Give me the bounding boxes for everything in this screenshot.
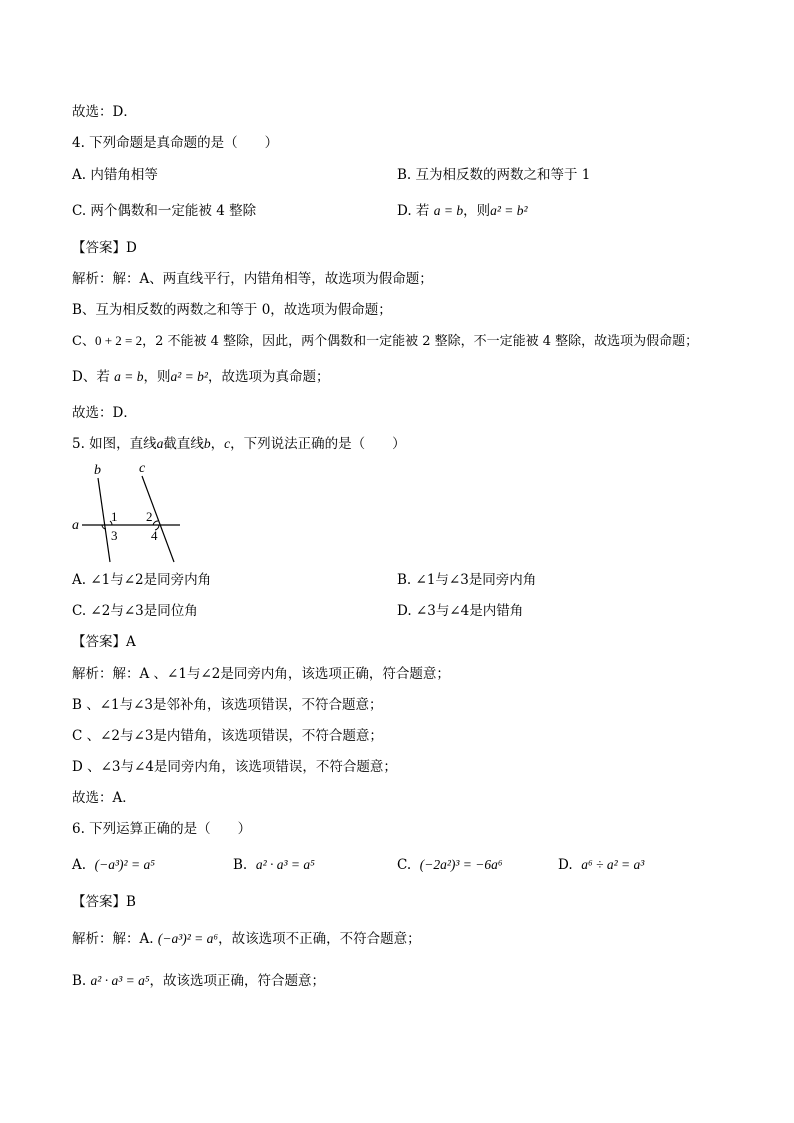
q4-conclusion: 故选：D．: [72, 405, 137, 421]
q5-explanation-b: B 、∠1与∠3是邻补角，该选项错误，不符合题意；: [72, 697, 383, 713]
q4-option-c: C. 两个偶数和一定能被 4 整除: [72, 203, 257, 219]
q6-option-a: A. (−a³)² = a⁵: [72, 857, 155, 873]
line-b: [98, 478, 110, 562]
q5-figure: [66, 460, 186, 566]
q5-conclusion: 故选：A．: [72, 790, 136, 806]
label-a: a: [72, 518, 79, 533]
q4-option-b: B. 互为相反数的两数之和等于 1: [397, 167, 591, 183]
q5-explanation-c: C 、∠2与∠3是内错角，该选项错误，不符合题意；: [72, 728, 383, 744]
q4-explanation-b: B、互为相反数的两数之和等于 0，故选项为假命题；: [72, 302, 392, 318]
q6-stem: 6. 下列运算正确的是（ ）: [72, 821, 252, 837]
angle-label-1: 1: [111, 509, 118, 524]
q4-option-a: A. 内错角相等: [72, 167, 158, 183]
q5-option-a: A. ∠1与∠2是同旁内角: [72, 572, 212, 588]
q4-stem: 4. 下列命题是真命题的是（ ）: [72, 135, 279, 151]
q6-explanation-a: 解析：解：A. (−a³)² = a⁶，故该选项不正确，不符合题意；: [72, 931, 421, 947]
q5-stem: 5. 如图，直线a截直线b，c，下列说法正确的是（ ）: [72, 436, 406, 452]
angle-label-2: 2: [146, 509, 153, 524]
label-c: c: [139, 461, 146, 476]
angle-arc-2: [153, 521, 158, 525]
q6-explanation-b: B. a² · a³ = a⁵，故该选项正确，符合题意；: [72, 973, 326, 989]
q6-answer: 【答案】B: [72, 894, 136, 910]
q4-explanation-d: D、若 a = b，则a² = b²，故选项为真命题；: [72, 369, 330, 385]
q4-explanation-c: C、0 + 2 = 2，2 不能被 4 整除，因此，两个偶数和一定能被 2 整除，不一定能被 4 整除，故选项为假命题；: [72, 333, 699, 349]
q4-answer: 【答案】D: [72, 240, 137, 256]
q5-option-d: D. ∠3与∠4是内错角: [397, 603, 524, 619]
q6-option-b: B. a² · a³ = a⁵: [233, 857, 315, 873]
q6-option-d: D. a⁶ ÷ a² = a³: [558, 857, 645, 873]
q4-option-d: D. 若 a = b，则a² = b²: [397, 203, 528, 219]
q3-conclusion: 故选：D．: [72, 104, 137, 120]
q5-option-b: B. ∠1与∠3是同旁内角: [397, 572, 537, 588]
q4-explanation-a: 解析：解：A、两直线平行，内错角相等，故选项为假命题；: [72, 271, 433, 287]
label-b: b: [94, 463, 101, 478]
q5-explanation-a: 解析：解：A 、∠1与∠2是同旁内角，该选项正确，符合题意；: [72, 666, 450, 682]
q5-option-c: C. ∠2与∠3是同位角: [72, 603, 198, 619]
q5-explanation-d: D 、∠3与∠4是同旁内角，该选项错误，不符合题意；: [72, 759, 397, 775]
q5-answer: 【答案】A: [72, 634, 136, 650]
angle-label-4: 4: [151, 528, 158, 543]
q6-option-c: C. (−2a²)³ = −6a⁶: [397, 857, 503, 873]
angle-label-3: 3: [111, 528, 118, 543]
